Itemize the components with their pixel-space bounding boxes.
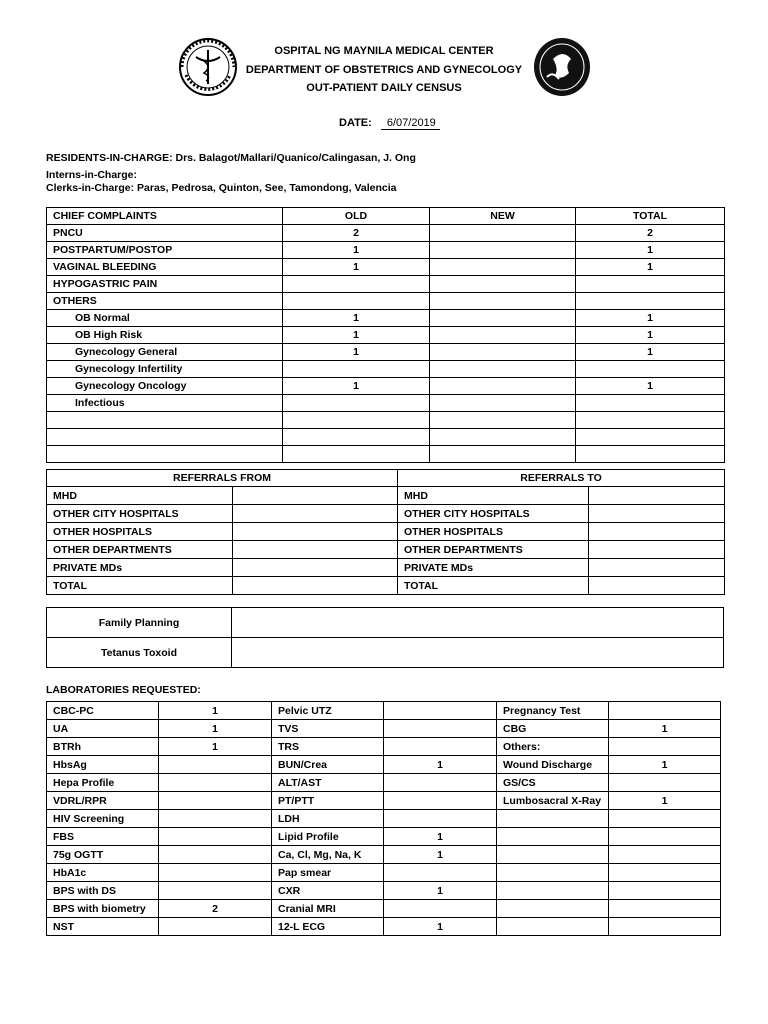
complaint-count-cell [430, 429, 576, 446]
lab-count-cell: 1 [609, 756, 721, 774]
complaint-count-cell [576, 429, 725, 446]
complaint-count-cell: 1 [576, 344, 725, 361]
lab-count-cell [609, 882, 721, 900]
lab-count-cell [384, 720, 497, 738]
service-value-cell [232, 608, 724, 638]
complaint-count-cell [430, 378, 576, 395]
table-row [47, 412, 725, 429]
complaint-label-cell: PNCU [47, 225, 283, 242]
lab-count-cell [159, 792, 272, 810]
complaint-count-cell [430, 225, 576, 242]
complaint-count-cell: 1 [576, 310, 725, 327]
referral-count-cell [589, 559, 725, 577]
lab-name-cell: CXR [272, 882, 384, 900]
lab-count-cell [159, 828, 272, 846]
referral-count-cell [589, 523, 725, 541]
referrals-table [46, 469, 725, 595]
table-row [47, 276, 725, 293]
complaint-count-cell [430, 446, 576, 463]
complaint-count-cell [430, 412, 576, 429]
lab-count-cell [609, 738, 721, 756]
lab-count-cell [609, 810, 721, 828]
lab-name-cell: UA [47, 720, 159, 738]
table-row [47, 293, 725, 310]
complaint-count-cell [283, 412, 430, 429]
lab-name-cell: TVS [272, 720, 384, 738]
table-row [47, 756, 721, 774]
lab-count-cell [609, 900, 721, 918]
complaint-count-cell: 1 [576, 378, 725, 395]
complaint-count-cell: 2 [283, 225, 430, 242]
lab-count-cell: 1 [384, 918, 497, 936]
lab-count-cell: 1 [609, 792, 721, 810]
complaint-count-cell: 1 [283, 310, 430, 327]
complaint-count-cell: 1 [576, 327, 725, 344]
complaints-header-cell: CHIEF COMPLAINTS [47, 208, 283, 225]
complaint-label-cell: HYPOGASTRIC PAIN [47, 276, 283, 293]
lab-name-cell: Pap smear [272, 864, 384, 882]
lab-count-cell: 1 [384, 756, 497, 774]
complaints-header-cell: OLD [283, 208, 430, 225]
lab-count-cell [609, 918, 721, 936]
lab-name-cell: Lipid Profile [272, 828, 384, 846]
complaint-count-cell [283, 361, 430, 378]
complaint-label-cell: Gynecology General [47, 344, 283, 361]
referral-count-cell [233, 505, 398, 523]
table-row [47, 559, 725, 577]
lab-name-cell: PT/PTT [272, 792, 384, 810]
lab-name-cell: Pregnancy Test [497, 702, 609, 720]
referral-label-cell: OTHER HOSPITALS [398, 523, 589, 541]
complaint-label-cell [47, 429, 283, 446]
complaint-label-cell [47, 412, 283, 429]
table-row [47, 792, 721, 810]
hospital-name: OSPITAL NG MAYNILA MEDICAL CENTER [274, 45, 494, 57]
complaint-count-cell: 1 [283, 344, 430, 361]
lab-count-cell [159, 846, 272, 864]
complaint-count-cell [430, 242, 576, 259]
table-row [47, 720, 721, 738]
table-row [47, 738, 721, 756]
laboratories-table [46, 701, 721, 936]
referral-label-cell: MHD [398, 487, 589, 505]
table-row [47, 810, 721, 828]
chief-complaints-table [46, 207, 725, 463]
lab-count-cell [609, 774, 721, 792]
date-row [339, 117, 440, 130]
table-row [47, 846, 721, 864]
lab-name-cell: NST [47, 918, 159, 936]
complaint-label-cell: Infectious [47, 395, 283, 412]
referral-count-cell [589, 505, 725, 523]
interns-in-charge: Interns-in-Charge: [46, 169, 138, 181]
referral-label-cell: OTHER HOSPITALS [47, 523, 233, 541]
referral-count-cell [589, 577, 725, 595]
referrals-header-row [47, 470, 725, 487]
document-title: OUT-PATIENT DAILY CENSUS [306, 82, 462, 94]
lab-count-cell [609, 864, 721, 882]
lab-count-cell [384, 738, 497, 756]
service-value-cell [232, 638, 724, 668]
lab-name-cell: Pelvic UTZ [272, 702, 384, 720]
complaint-count-cell [283, 276, 430, 293]
referral-count-cell [233, 541, 398, 559]
lab-count-cell [159, 864, 272, 882]
lab-count-cell [384, 810, 497, 828]
table-row [47, 395, 725, 412]
lab-name-cell: CBC-PC [47, 702, 159, 720]
complaint-count-cell [283, 446, 430, 463]
table-row [47, 242, 725, 259]
lab-name-cell [497, 864, 609, 882]
service-label-cell: Family Planning [47, 608, 232, 638]
table-row [47, 344, 725, 361]
referral-count-cell [589, 541, 725, 559]
table-row [47, 577, 725, 595]
lab-count-cell: 2 [159, 900, 272, 918]
referral-label-cell: OTHER DEPARTMENTS [47, 541, 233, 559]
table-row [47, 608, 724, 638]
service-label-cell: Tetanus Toxoid [47, 638, 232, 668]
table-row [47, 864, 721, 882]
table-row [47, 541, 725, 559]
lab-count-cell: 1 [159, 702, 272, 720]
complaint-count-cell: 1 [576, 242, 725, 259]
table-row [47, 523, 725, 541]
laboratories-title: LABORATORIES REQUESTED: [46, 684, 201, 696]
lab-count-cell [384, 900, 497, 918]
lab-name-cell: HbA1c [47, 864, 159, 882]
complaint-count-cell [576, 276, 725, 293]
lab-count-cell: 1 [384, 882, 497, 900]
referral-label-cell: PRIVATE MDs [47, 559, 233, 577]
lab-count-cell [159, 882, 272, 900]
complaints-header-row [47, 208, 725, 225]
referral-label-cell: MHD [47, 487, 233, 505]
lab-count-cell [159, 918, 272, 936]
complaint-label-cell: POSTPARTUM/POSTOP [47, 242, 283, 259]
lab-name-cell: BTRh [47, 738, 159, 756]
complaint-count-cell [430, 293, 576, 310]
complaint-count-cell: 1 [283, 378, 430, 395]
lab-count-cell [609, 846, 721, 864]
complaint-count-cell [430, 276, 576, 293]
table-row [47, 310, 725, 327]
table-row [47, 446, 725, 463]
lab-name-cell [497, 918, 609, 936]
complaint-count-cell [283, 293, 430, 310]
lab-name-cell: BUN/Crea [272, 756, 384, 774]
referrals-to-header: REFERRALS TO [398, 470, 725, 487]
referral-label-cell: TOTAL [398, 577, 589, 595]
lab-count-cell [159, 810, 272, 828]
table-row [47, 378, 725, 395]
complaint-label-cell: OB Normal [47, 310, 283, 327]
lab-name-cell: BPS with biometry [47, 900, 159, 918]
table-row [47, 900, 721, 918]
lab-name-cell: HIV Screening [47, 810, 159, 828]
referral-count-cell [589, 487, 725, 505]
referral-count-cell [233, 577, 398, 595]
table-row [47, 487, 725, 505]
lab-count-cell [384, 864, 497, 882]
lab-name-cell: Cranial MRI [272, 900, 384, 918]
complaint-count-cell: 1 [283, 259, 430, 276]
lab-name-cell: CBG [497, 720, 609, 738]
table-row [47, 225, 725, 242]
table-row [47, 774, 721, 792]
lab-count-cell: 1 [159, 720, 272, 738]
lab-count-cell [384, 702, 497, 720]
lab-name-cell: LDH [272, 810, 384, 828]
lab-count-cell [159, 774, 272, 792]
lab-count-cell [609, 702, 721, 720]
date-label: DATE: [339, 117, 372, 129]
complaint-count-cell [430, 259, 576, 276]
residents-in-charge: RESIDENTS-IN-CHARGE: Drs. Balagot/Mallari/Quanico/Calingasan, J. Ong [46, 152, 416, 164]
table-row [47, 702, 721, 720]
referral-count-cell [233, 487, 398, 505]
complaint-count-cell [576, 395, 725, 412]
lab-name-cell: FBS [47, 828, 159, 846]
complaint-count-cell [430, 310, 576, 327]
referral-count-cell [233, 523, 398, 541]
complaint-label-cell [47, 446, 283, 463]
lab-count-cell: 1 [384, 846, 497, 864]
complaint-count-cell [576, 446, 725, 463]
complaint-count-cell: 1 [283, 327, 430, 344]
lab-name-cell: TRS [272, 738, 384, 756]
lab-count-cell: 1 [609, 720, 721, 738]
clerks-in-charge: Clerks-in-Charge: Paras, Pedrosa, Quinton, See, Tamondong, Valencia [46, 182, 397, 194]
referral-label-cell: OTHER CITY HOSPITALS [398, 505, 589, 523]
lab-name-cell [497, 846, 609, 864]
complaint-label-cell: OB High Risk [47, 327, 283, 344]
table-row [47, 361, 725, 378]
table-row [47, 918, 721, 936]
complaint-count-cell [576, 361, 725, 378]
date-value: 6/07/2019 [381, 117, 440, 130]
lab-name-cell: BPS with DS [47, 882, 159, 900]
lab-count-cell: 1 [384, 828, 497, 846]
complaint-count-cell [576, 412, 725, 429]
table-row [47, 259, 725, 276]
lab-count-cell [609, 828, 721, 846]
lab-name-cell [497, 828, 609, 846]
referral-label-cell: OTHER CITY HOSPITALS [47, 505, 233, 523]
referrals-from-header: REFERRALS FROM [47, 470, 398, 487]
complaints-header-cell: TOTAL [576, 208, 725, 225]
complaint-count-cell: 1 [576, 259, 725, 276]
lab-name-cell: Others: [497, 738, 609, 756]
table-row [47, 505, 725, 523]
complaint-count-cell [430, 361, 576, 378]
lab-count-cell: 1 [159, 738, 272, 756]
lab-name-cell [497, 810, 609, 828]
lab-name-cell [497, 900, 609, 918]
complaints-header-cell: NEW [430, 208, 576, 225]
lab-count-cell [384, 792, 497, 810]
complaint-count-cell [430, 395, 576, 412]
lab-name-cell: Wound Discharge [497, 756, 609, 774]
table-row [47, 327, 725, 344]
complaint-count-cell [283, 395, 430, 412]
referral-label-cell: PRIVATE MDs [398, 559, 589, 577]
complaint-label-cell: OTHERS [47, 293, 283, 310]
table-row [47, 429, 725, 446]
referral-label-cell: OTHER DEPARTMENTS [398, 541, 589, 559]
lab-name-cell: Lumbosacral X-Ray [497, 792, 609, 810]
services-table [46, 607, 724, 668]
referral-count-cell [233, 559, 398, 577]
lab-name-cell: 12-L ECG [272, 918, 384, 936]
lab-count-cell [384, 774, 497, 792]
lab-name-cell [497, 882, 609, 900]
complaint-count-cell: 1 [283, 242, 430, 259]
complaint-count-cell [430, 327, 576, 344]
complaint-label-cell: Gynecology Infertility [47, 361, 283, 378]
table-row [47, 828, 721, 846]
complaint-count-cell [576, 293, 725, 310]
lab-name-cell: VDRL/RPR [47, 792, 159, 810]
lab-name-cell: 75g OGTT [47, 846, 159, 864]
complaint-label-cell: Gynecology Oncology [47, 378, 283, 395]
table-row [47, 638, 724, 668]
complaint-count-cell: 2 [576, 225, 725, 242]
complaint-label-cell: VAGINAL BLEEDING [47, 259, 283, 276]
referral-label-cell: TOTAL [47, 577, 233, 595]
complaint-count-cell [283, 429, 430, 446]
lab-name-cell: GS/CS [497, 774, 609, 792]
lab-name-cell: Hepa Profile [47, 774, 159, 792]
lab-name-cell: HbsAg [47, 756, 159, 774]
complaint-count-cell [430, 344, 576, 361]
lab-name-cell: Ca, Cl, Mg, Na, K [272, 846, 384, 864]
department-name: DEPARTMENT OF OBSTETRICS AND GYNECOLOGY [245, 64, 523, 76]
lab-count-cell [159, 756, 272, 774]
lab-name-cell: ALT/AST [272, 774, 384, 792]
table-row [47, 882, 721, 900]
